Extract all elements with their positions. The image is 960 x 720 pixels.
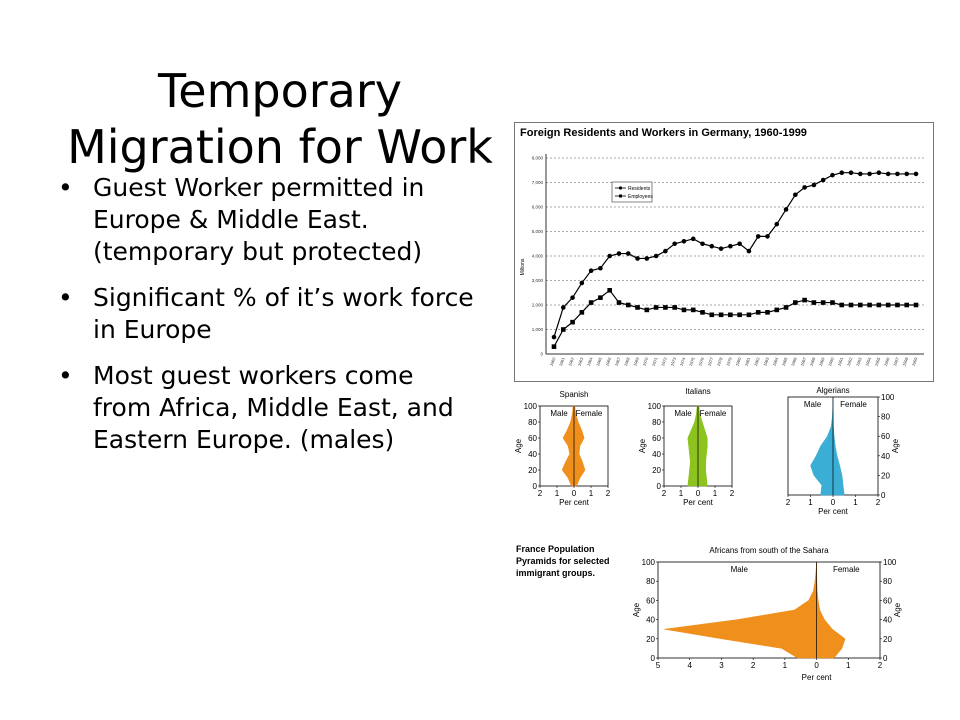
x-tick-label: 1986: [790, 356, 798, 367]
data-point-residents: [654, 254, 659, 259]
y-tick-label: 20: [883, 634, 892, 644]
population-pyramids: [508, 384, 918, 684]
pyramids-caption-line-3: immigrant groups.: [516, 568, 596, 578]
data-point-residents: [867, 172, 872, 177]
data-point-residents: [737, 241, 742, 246]
data-point-employees: [839, 303, 844, 308]
x-tick-label: 1961: [557, 356, 566, 367]
data-point-employees: [552, 344, 557, 349]
x-axis-label: Per cent: [683, 498, 713, 507]
x-tick-label: 0: [830, 498, 836, 507]
y-axis-label: Age: [638, 438, 647, 454]
x-tick-label: 2: [729, 489, 735, 498]
x-tick-label: 1973: [669, 356, 678, 367]
data-point-residents: [719, 246, 724, 251]
x-tick-label: 1980: [734, 356, 743, 367]
data-point-residents: [812, 183, 817, 188]
x-tick-label: 1987: [799, 356, 808, 367]
y-tick-label: 40: [646, 615, 655, 625]
y-tick-label: 60: [881, 432, 890, 442]
x-tick-label: 3: [719, 661, 724, 670]
data-point-residents: [700, 241, 705, 246]
x-tick-label: 1975: [687, 356, 696, 367]
pyramid-title: Algerians: [816, 386, 850, 395]
title-line-2: Migration for Work: [67, 119, 493, 174]
data-point-residents: [839, 170, 844, 175]
x-tick-label: 2: [877, 661, 883, 670]
data-point-residents: [626, 251, 631, 256]
y-tick-label: 80: [646, 577, 655, 587]
pyramid-italians: [638, 387, 735, 507]
data-point-employees: [626, 303, 631, 308]
y-tick-label: 3,000: [531, 278, 543, 283]
x-tick-label: 1977: [706, 356, 715, 367]
x-tick-label: 2: [661, 489, 667, 498]
x-tick-label: 1: [554, 489, 560, 498]
x-tick-label: 4: [687, 661, 692, 670]
x-tick-label: 1972: [660, 356, 668, 367]
y-tick-label: 80: [883, 577, 892, 587]
y-tick-label: 20: [646, 634, 655, 644]
bullet-item: [58, 282, 478, 346]
female-label: Female: [575, 409, 603, 418]
data-point-employees: [580, 310, 585, 315]
data-point-residents: [877, 170, 882, 175]
data-point-employees: [663, 305, 668, 310]
pyramid-title: Italians: [685, 387, 711, 396]
data-point-residents: [765, 234, 770, 239]
y-tick-label: 100: [881, 393, 895, 402]
y-tick-label: 7,000: [531, 180, 543, 185]
data-point-employees: [904, 303, 909, 308]
x-tick-label: 1976: [697, 356, 705, 367]
x-tick-label: 1969: [632, 356, 640, 367]
bullet-item: [58, 360, 478, 456]
data-point-employees: [672, 305, 677, 310]
y-tick-label: 20: [652, 466, 661, 475]
data-point-residents: [774, 222, 779, 227]
y-axis-label: Age: [891, 438, 900, 454]
male-label: Male: [674, 409, 692, 418]
data-point-residents: [747, 249, 752, 254]
x-tick-label: 1964: [585, 356, 594, 367]
data-point-employees: [886, 303, 891, 308]
y-tick-label: 0: [883, 654, 888, 663]
y-axis-label: Age: [893, 602, 902, 618]
data-point-residents: [598, 266, 603, 271]
data-point-residents: [830, 173, 835, 178]
data-point-residents: [728, 244, 733, 249]
pyramid-spanish: [514, 390, 611, 507]
data-point-residents: [682, 239, 687, 244]
y-tick-label: 40: [652, 450, 661, 459]
female-label: Female: [699, 409, 727, 418]
x-tick-label: 1971: [650, 356, 659, 367]
data-point-employees: [570, 320, 575, 325]
data-point-residents: [756, 234, 761, 239]
data-point-employees: [561, 327, 566, 332]
y-tick-label: 4,000: [531, 253, 543, 259]
x-tick-label: 0: [695, 489, 701, 498]
y-tick-label: 0: [881, 491, 886, 500]
y-tick-label: 40: [883, 615, 892, 625]
legend-label-employees: Employees: [628, 194, 653, 200]
y-tick-label: 20: [528, 466, 537, 475]
x-tick-label: 1960: [548, 356, 557, 367]
data-point-residents: [607, 254, 612, 259]
title-line-1: Temporary: [158, 63, 402, 118]
data-point-employees: [728, 313, 733, 318]
x-tick-label: 1966: [604, 356, 613, 367]
y-tick-label: 40: [881, 451, 890, 461]
data-point-employees: [607, 288, 612, 293]
data-point-residents: [570, 295, 575, 300]
x-tick-label: 2: [605, 489, 611, 498]
data-point-employees: [895, 303, 900, 308]
y-tick-label: 40: [528, 450, 537, 459]
data-point-employees: [867, 303, 872, 308]
y-tick-label: 60: [652, 434, 661, 443]
x-tick-label: 1984: [771, 356, 780, 367]
data-point-residents: [617, 251, 622, 256]
x-tick-label: 1: [712, 489, 718, 498]
data-point-employees: [821, 300, 826, 305]
x-tick-label: 0: [814, 661, 819, 670]
y-tick-label: 60: [646, 596, 655, 606]
y-tick-label: 0: [650, 654, 655, 663]
data-point-employees: [598, 295, 603, 300]
y-tick-label: 0: [656, 482, 661, 491]
y-tick-label: 0: [532, 482, 537, 491]
data-point-employees: [849, 303, 854, 308]
pyramid-title: Africans from south of the Sahara: [709, 546, 829, 555]
y-tick-label: 80: [528, 418, 537, 427]
x-tick-label: 2: [875, 498, 881, 507]
x-tick-label: 1985: [780, 356, 789, 367]
data-point-employees: [830, 300, 835, 305]
data-point-residents: [552, 335, 557, 340]
x-tick-label: 1: [853, 498, 858, 507]
data-point-residents: [821, 178, 826, 183]
y-tick-label: 60: [528, 434, 537, 443]
male-label: Male: [550, 409, 568, 418]
x-tick-label: 2: [750, 661, 756, 670]
x-tick-label: 1991: [836, 356, 845, 367]
x-axis-label: Per cent: [801, 673, 832, 682]
bullet-list: [58, 172, 478, 470]
data-point-residents: [663, 249, 668, 254]
data-point-employees: [700, 310, 705, 315]
x-tick-label: 1990: [827, 356, 835, 367]
y-axis-label: Millions: [520, 258, 526, 276]
data-point-employees: [645, 308, 650, 313]
pyramid-algerians: [786, 386, 900, 516]
data-point-residents: [580, 281, 585, 286]
data-point-employees: [617, 300, 622, 305]
x-tick-label: 1996: [882, 356, 891, 367]
data-point-residents: [793, 192, 798, 197]
legend-marker-residents: [619, 186, 622, 189]
y-tick-label: 2,000: [531, 302, 543, 308]
data-point-employees: [774, 308, 779, 313]
data-point-residents: [904, 172, 909, 177]
legend: [612, 182, 653, 202]
data-point-employees: [765, 310, 770, 315]
y-tick-label: 6,000: [531, 204, 543, 210]
y-tick-label: 0: [540, 351, 543, 357]
x-tick-label: 1982: [752, 356, 761, 367]
bullet-dot: •: [58, 361, 73, 390]
data-point-employees: [914, 303, 919, 308]
data-point-employees: [682, 308, 687, 313]
x-tick-label: 1994: [864, 356, 873, 367]
data-point-residents: [645, 256, 650, 261]
data-point-employees: [812, 300, 817, 305]
chart-title: Foreign Residents and Workers in Germany, 1960-1999: [520, 127, 807, 139]
x-tick-label: 0: [571, 489, 577, 498]
female-label: Female: [840, 400, 867, 409]
bullet-item: [58, 172, 478, 268]
y-tick-label: 100: [883, 558, 897, 567]
pyramid-africans: [632, 546, 902, 682]
data-point-residents: [635, 256, 640, 261]
y-axis-label: Age: [514, 438, 523, 454]
x-tick-label: 1978: [715, 356, 724, 367]
x-tick-label: 1993: [855, 356, 863, 367]
data-point-residents: [895, 172, 900, 177]
male-label: Male: [730, 565, 748, 574]
legend-marker-employees: [619, 195, 622, 198]
slide-title: [20, 63, 540, 175]
data-point-residents: [672, 241, 677, 246]
data-point-residents: [589, 268, 594, 273]
y-tick-label: 100: [641, 558, 655, 567]
x-tick-label: 1968: [622, 356, 631, 367]
data-point-residents: [886, 172, 891, 177]
x-tick-label: 2: [785, 498, 791, 507]
y-tick-label: 80: [652, 418, 661, 427]
x-tick-label: 1970: [641, 356, 650, 367]
x-tick-label: 1963: [576, 356, 585, 367]
x-tick-label: 1999: [910, 356, 919, 367]
data-point-employees: [691, 308, 696, 313]
pyramid-title: Spanish: [559, 390, 589, 399]
x-tick-label: 1: [846, 661, 851, 670]
data-point-employees: [784, 305, 789, 310]
female-label: Female: [832, 565, 860, 574]
x-tick-label: 1989: [817, 356, 826, 367]
legend-label-residents: Residents: [628, 186, 651, 192]
data-point-employees: [793, 300, 798, 305]
y-tick-label: 5,000: [531, 229, 543, 234]
chart-frame: [515, 123, 934, 382]
bullet-dot: •: [58, 173, 73, 202]
data-point-residents: [784, 207, 789, 212]
x-tick-label: 1983: [762, 356, 770, 367]
x-tick-label: 1979: [725, 356, 733, 367]
data-point-residents: [709, 244, 714, 249]
x-tick-label: 1: [782, 661, 788, 670]
x-tick-label: 1967: [613, 356, 622, 367]
y-tick-label: 80: [881, 412, 890, 422]
data-point-employees: [858, 303, 863, 308]
x-tick-label: 1965: [595, 356, 603, 367]
data-point-residents: [691, 237, 696, 242]
data-point-employees: [654, 305, 659, 310]
male-label: Male: [803, 400, 822, 409]
data-point-employees: [635, 305, 640, 310]
y-tick-label: 20: [881, 471, 890, 481]
x-axis-label: Per cent: [559, 498, 589, 507]
x-tick-label: 1: [678, 489, 684, 498]
data-point-residents: [858, 172, 863, 177]
x-tick-label: 1962: [567, 356, 576, 367]
x-tick-label: 1988: [808, 356, 817, 367]
data-point-employees: [802, 298, 807, 303]
x-tick-label: 5: [655, 661, 661, 670]
bullet-text: Significant % of it’s work force in Europe: [93, 283, 474, 344]
data-point-employees: [737, 313, 742, 318]
y-tick-label: 8,000: [531, 155, 543, 161]
x-tick-label: 1997: [892, 356, 900, 367]
data-point-employees: [589, 300, 594, 305]
y-tick-label: 100: [647, 402, 661, 411]
data-point-residents: [561, 305, 566, 310]
bullet-text: Most guest workers come from Africa, Middle East, and Eastern Europe. (males): [93, 361, 454, 454]
data-point-residents: [802, 185, 807, 190]
bullet-text: Guest Worker permitted in Europe & Middle East. (temporary but protected): [93, 173, 425, 266]
x-tick-label: 1998: [901, 356, 910, 367]
pyramids-caption-line-2: Pyramids for selected: [516, 556, 610, 566]
x-tick-label: 2: [537, 489, 543, 498]
x-tick-label: 1995: [873, 356, 882, 367]
x-tick-label: 1: [808, 498, 813, 507]
bullet-dot: •: [58, 283, 73, 312]
data-point-residents: [914, 172, 919, 177]
y-tick-label: 100: [523, 402, 537, 411]
y-tick-label: 60: [883, 596, 892, 606]
data-point-employees: [719, 313, 724, 318]
y-tick-label: 1,000: [531, 327, 543, 332]
x-tick-label: 1981: [743, 356, 752, 367]
y-axis-label: Age: [632, 602, 641, 618]
data-point-employees: [877, 303, 882, 308]
data-point-residents: [849, 170, 854, 175]
x-tick-label: 1974: [678, 356, 687, 367]
pyramids-caption-line-1: France Population: [516, 544, 595, 554]
x-tick-label: 1992: [845, 356, 854, 367]
x-tick-label: 1: [588, 489, 594, 498]
x-axis-label: Per cent: [818, 507, 848, 516]
germany-line-chart: [514, 122, 934, 382]
data-point-employees: [756, 310, 761, 315]
data-point-employees: [747, 313, 752, 318]
data-point-employees: [709, 313, 714, 318]
